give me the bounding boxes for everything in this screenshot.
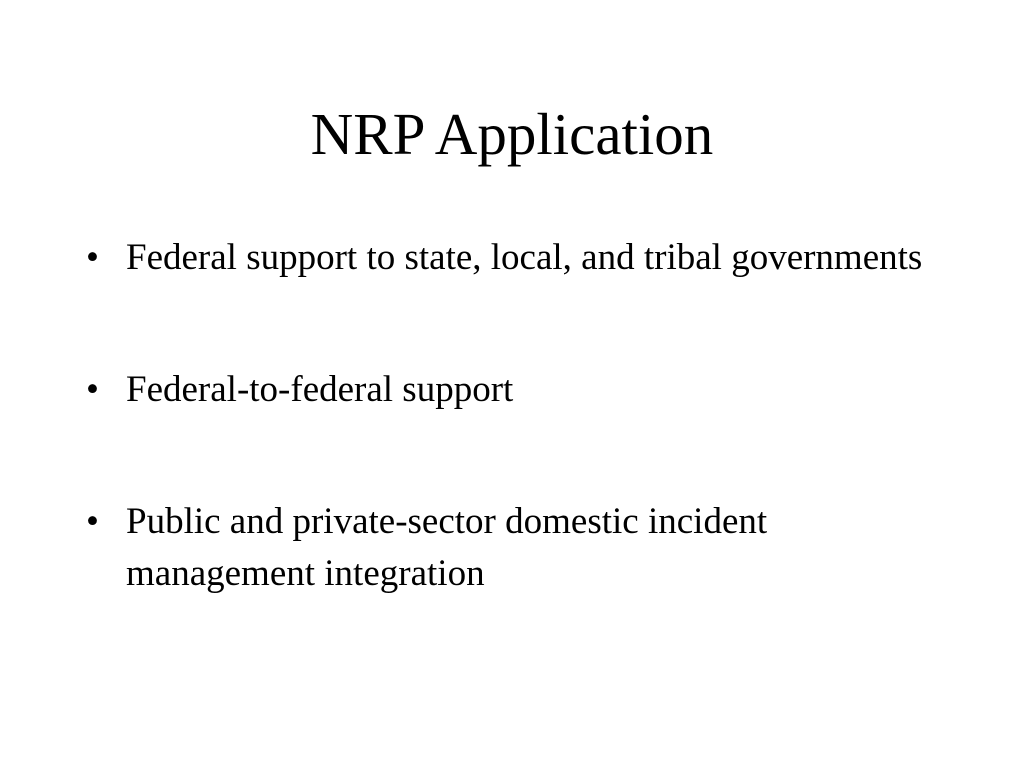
bullet-list: [86, 232, 946, 680]
bullet-item: [86, 496, 946, 600]
bullet-icon: •: [86, 369, 99, 410]
bullet-text: Federal support to state, local, and tribal governments: [126, 237, 923, 278]
bullet-item: [86, 364, 946, 416]
slide-title: NRP Application: [310, 101, 714, 167]
bullet-item: [86, 232, 946, 284]
bullet-icon: •: [86, 237, 99, 278]
bullet-icon: •: [86, 501, 99, 542]
bullet-text: Public and private-sector domestic incident management integration: [126, 501, 768, 594]
bullet-text: Federal-to-federal support: [126, 369, 514, 410]
